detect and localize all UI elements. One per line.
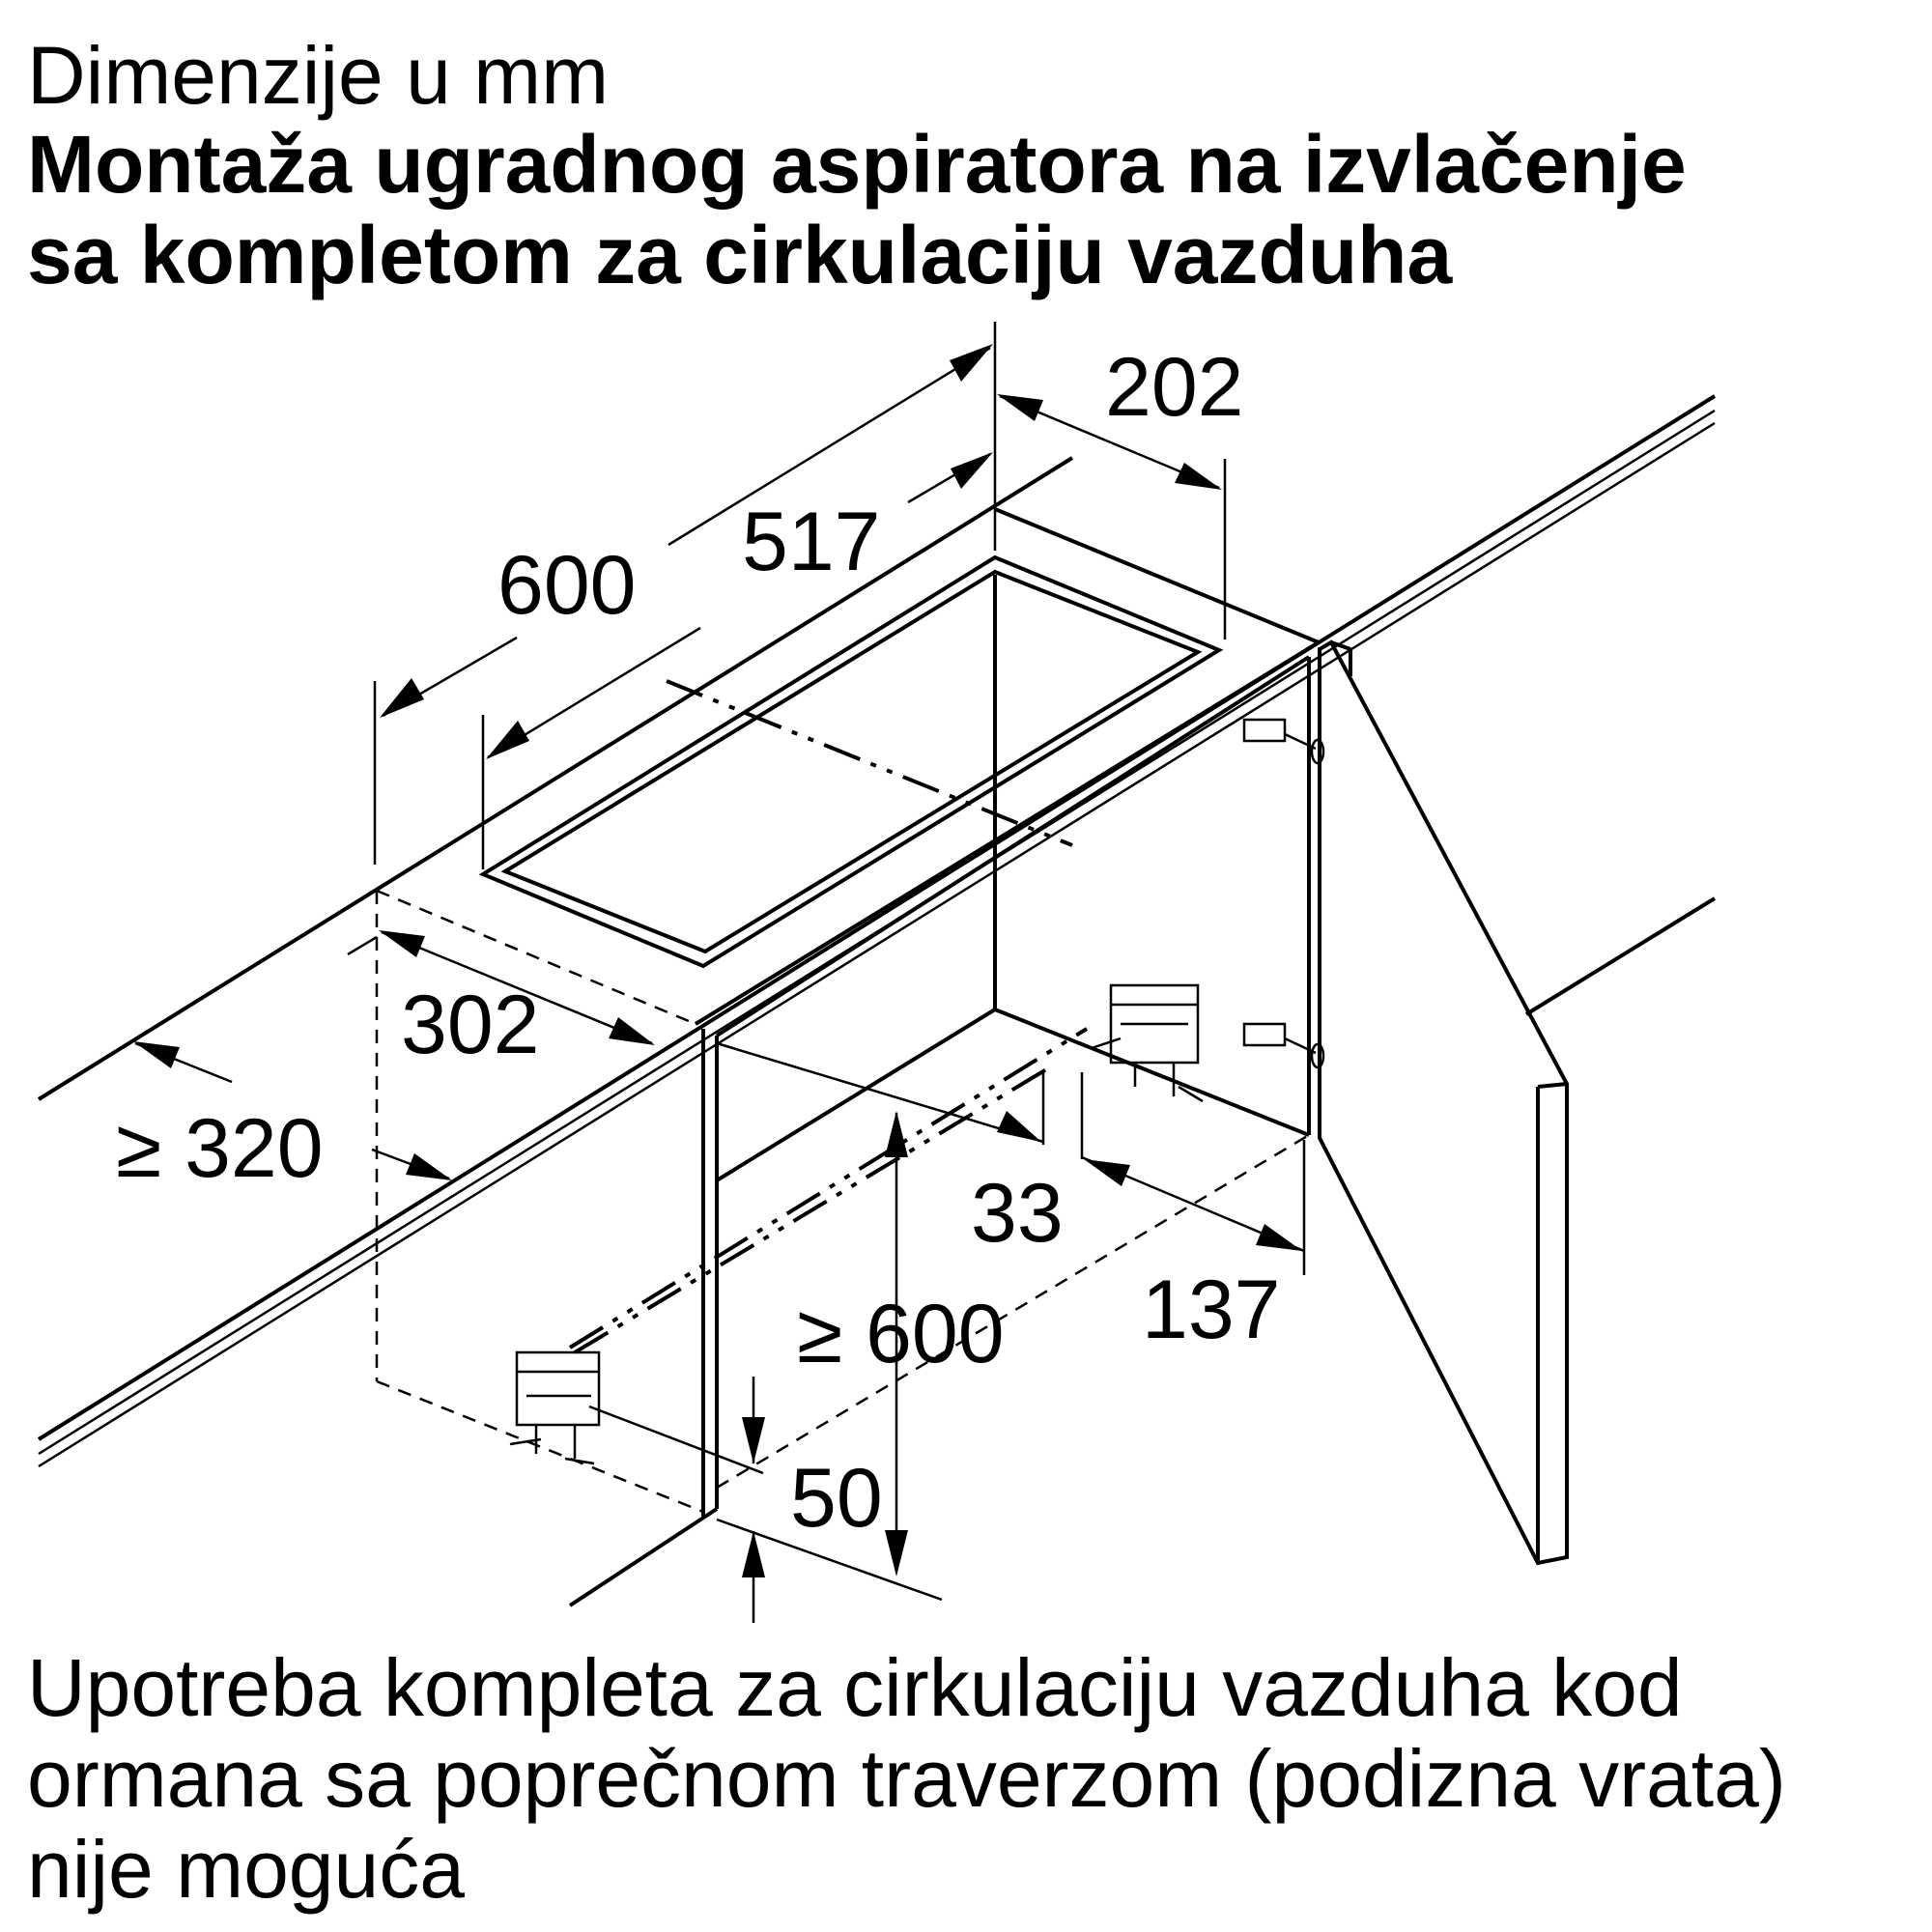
dimension-50: 50 bbox=[790, 1452, 883, 1545]
diagram-title-line-2: sa kompletom za cirkulaciju vazduha bbox=[27, 210, 1453, 300]
dimension-202: 202 bbox=[1105, 341, 1244, 434]
dimension-137: 137 bbox=[1142, 1264, 1281, 1356]
dimension-33: 33 bbox=[971, 1167, 1064, 1260]
recirculation-module-front bbox=[510, 1352, 599, 1463]
installation-note: Upotreba kompleta za cirkulaciju vazduha kod ormana sa poprečnom traverzom (podizna vrata) nije moguća bbox=[27, 1642, 1786, 1915]
dimension-600: 600 bbox=[497, 539, 637, 632]
diagram-subtitle: Dimenzije u mm bbox=[27, 30, 610, 121]
diagram-title-line-1: Montaža ugradnog aspiratora na izvlačenje bbox=[27, 119, 1687, 210]
dimension-min-600: ≥ 600 bbox=[797, 1288, 1005, 1380]
dimension-min-320: ≥ 320 bbox=[116, 1102, 324, 1195]
dimension-302: 302 bbox=[401, 979, 540, 1071]
dimension-517: 517 bbox=[742, 496, 881, 588]
cabinet-door bbox=[1244, 642, 1567, 1563]
